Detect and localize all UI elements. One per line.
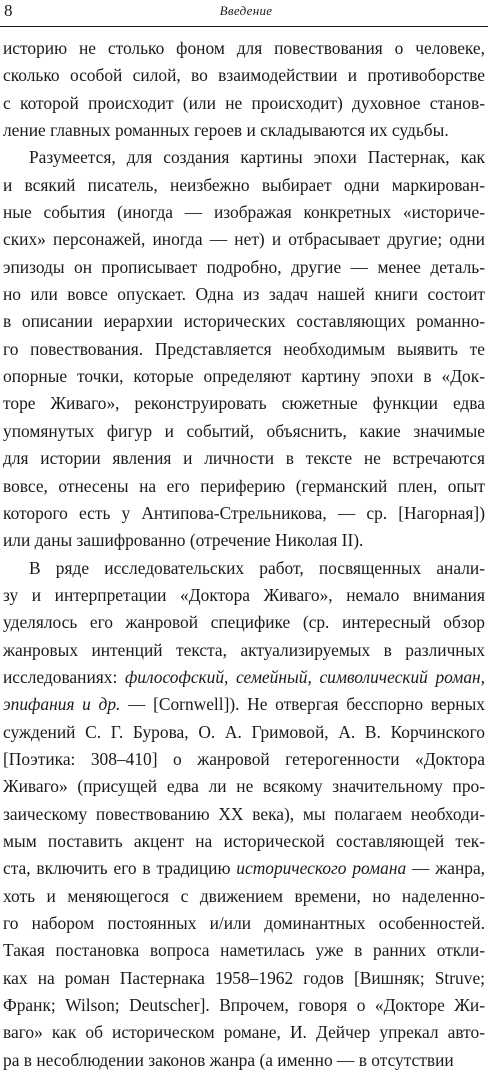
text-segment: историю не столько фоном для повествования о человеке, [3, 38, 485, 58]
running-title: Введение [219, 3, 273, 18]
text-segment: — жанра, [406, 858, 486, 879]
paragraph [3, 555, 485, 1074]
text-segment: го набором постоянных и/или доминантных особенностей. [3, 913, 485, 933]
text-line [3, 172, 485, 199]
text-line [3, 691, 485, 718]
text-line [3, 336, 485, 363]
text-line [3, 1047, 485, 1074]
italic-text: исторического романа [236, 858, 407, 879]
text-line [3, 199, 485, 226]
text-line [3, 910, 485, 937]
text-line [3, 445, 485, 472]
text-segment: уделялось его жанровой специфике (ср. интересный обзор [3, 612, 485, 633]
text-segment: суждений С. Г. Бурова, О. А. Гримовой, А. В. Корчинского [3, 721, 485, 742]
text-line [3, 390, 485, 417]
text-line [3, 62, 485, 89]
text-line [3, 582, 485, 609]
text-segment: ра в несоблюдении законов жанра (а именно — в отсутствии [3, 1049, 454, 1070]
text-line [3, 363, 485, 390]
text-segment: зу и интерпретации «Доктора Живаго», немало внимания [3, 584, 485, 605]
text-segment: упомянутых фигур и событий, объяснить, какие значимые [3, 420, 485, 441]
text-segment: ление главных романных героев и складываются их судьбы. [3, 120, 449, 141]
text-segment: в описании иерархии исторических составляющих романно- [3, 311, 485, 332]
text-segment: но или вовсе опускает. Одна из задач нашей книги состоит [3, 284, 485, 305]
text-segment: или даны зашифрованно (отречение Николая II). [3, 530, 364, 551]
page-header [0, 0, 492, 27]
text-segment: торе Живаго», реконструировать сюжетные функции едва [3, 393, 485, 414]
text-line [3, 281, 485, 308]
text-line [3, 35, 485, 62]
text-line [3, 555, 485, 582]
italic-text: эпифания и др. [3, 694, 121, 715]
text-segment: исследованиях: [3, 666, 125, 687]
text-line [3, 855, 485, 882]
text-line [3, 90, 485, 117]
text-segment: ваго» как об историческом романе, И. Дейчер упрекал авто- [3, 1022, 485, 1043]
text-segment: ста, включить его в традицию [3, 858, 237, 879]
text-line [3, 308, 485, 335]
paragraph [3, 35, 485, 144]
text-segment: ских» персонажей, иногда — нет) и отбрасывает другие; одни [3, 229, 485, 250]
text-segment: эпизоды он прописывает подробно, другие — менее деталь- [3, 256, 485, 277]
text-segment: — [Cornwell]). Не отвергая бесспорно верных [120, 694, 485, 715]
page-number: 8 [4, 1, 13, 20]
text-segment: которого есть у Антипова-Стрельникова, — ср. [Нагорная]) [3, 502, 485, 523]
text-segment: мым поставить акцент на исторической составляющей тек- [3, 830, 485, 851]
text-line [3, 527, 485, 554]
text-line [3, 637, 485, 664]
text-line [3, 937, 485, 964]
text-segment: В ряде исследовательских работ, посвященных анали- [29, 557, 485, 578]
text-segment: хоть и меняющегося с движением времени, но наделенно- [3, 885, 485, 906]
text-line [3, 418, 485, 445]
text-line [3, 226, 485, 253]
text-segment: ках на роман Пастернака 1958–1962 годов [Вишняк; Struve; [3, 967, 485, 988]
text-segment: заическому повествованию XX века), мы полагаем необходи- [3, 803, 485, 824]
text-line [3, 500, 485, 527]
text-line [3, 719, 485, 746]
text-line [3, 992, 485, 1019]
text-segment: Франк; Wilson; Deutscher]. Впрочем, говоря о «Докторе Жи- [3, 995, 485, 1016]
text-line [3, 801, 485, 828]
text-segment: для истории явления и личности в тексте не встречаются [3, 448, 485, 469]
text-line [3, 473, 485, 500]
text-line [3, 1019, 485, 1046]
text-segment: и всякий писатель, неизбежно выбирает одни маркирован- [3, 174, 485, 195]
text-line [3, 773, 485, 800]
paragraph [3, 144, 485, 554]
header-rule [0, 26, 488, 27]
text-segment: жанровых интенций текста, актуализируемых в различных [3, 639, 485, 660]
text-line [3, 746, 485, 773]
text-segment: Такая постановка вопроса наметилась уже в ранних откли- [3, 940, 485, 961]
text-line [3, 254, 485, 281]
text-line [3, 609, 485, 636]
text-segment: го повествования. Представляется необходимым выявить те [3, 338, 485, 359]
text-segment: Живаго» (присущей едва ли не всякому значительному про- [3, 776, 485, 797]
text-segment: сколько особой силой, во взаимодействии и противоборстве [3, 65, 485, 86]
text-line [3, 883, 485, 910]
text-segment: с которой происходит (или не происходит) духовное станов- [3, 92, 485, 113]
text-segment: Разумеется, для создания картины эпохи Пастернак, как [29, 147, 485, 168]
text-segment: опорные точки, которые определяют картину эпохи в «Док- [3, 366, 485, 387]
text-segment: [Поэтика: 308–410] о жанровой гетерогенности «Доктора [3, 748, 485, 769]
italic-text: философский, семейный, символический роман, [124, 666, 485, 687]
text-line [3, 664, 485, 691]
text-line [3, 144, 485, 171]
body-text [3, 35, 485, 1074]
text-segment: вовсе, отнесены на его периферию (германский плен, опыт [3, 475, 485, 496]
text-line [3, 965, 485, 992]
text-segment: ные события (иногда — изображая конкретных «историче- [3, 202, 485, 223]
text-line [3, 828, 485, 855]
text-line [3, 117, 485, 144]
